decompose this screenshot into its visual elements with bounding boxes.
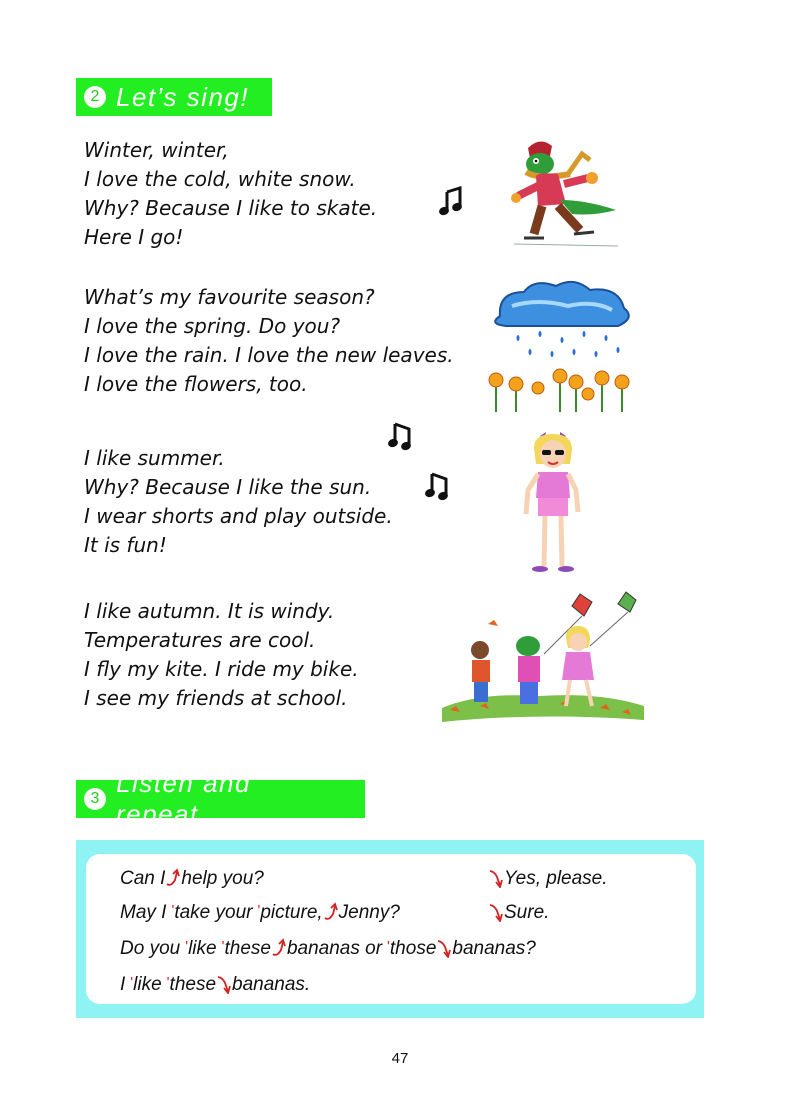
section-3-header <box>76 768 365 829</box>
phrase: Jenny? <box>338 902 400 923</box>
skating-crocodile-illustration <box>508 134 626 256</box>
phrase: I <box>120 974 126 995</box>
stanza-spring <box>84 283 454 399</box>
phrase: these <box>224 938 271 959</box>
lyric-line: What’s my favourite season? <box>84 285 375 309</box>
stress-mark: ' <box>221 938 225 955</box>
phrase: Do you <box>120 938 181 959</box>
falling-intonation-arrow-icon <box>437 938 451 958</box>
rain-cloud-and-flowers-illustration <box>478 276 638 416</box>
phrase: like <box>188 938 217 959</box>
phrase: like <box>133 974 162 995</box>
phrase: these <box>169 974 217 995</box>
phrase: bananas. <box>232 974 311 995</box>
falling-intonation-arrow-icon <box>489 868 503 888</box>
stress-mark: ' <box>257 902 261 919</box>
lyric-line: I love the rain. I love the new leaves. <box>84 343 454 367</box>
music-note-icon <box>424 470 452 502</box>
stanza-autumn <box>84 597 359 713</box>
lyric-line: Why? Because I like the sun. <box>84 475 372 499</box>
lyric-line: I fly my kite. I ride my bike. <box>84 657 359 681</box>
rising-intonation-arrow-icon <box>324 902 338 922</box>
response-line <box>488 902 549 924</box>
dialogue-panel <box>86 854 696 1004</box>
children-flying-kites-illustration <box>440 588 646 734</box>
stress-mark: ' <box>185 938 189 955</box>
lyric-line: I wear shorts and play outside. <box>84 504 393 528</box>
section-number: 2 <box>84 86 106 108</box>
stress-mark: ' <box>130 974 134 991</box>
dialogue-line <box>120 868 264 890</box>
girl-in-summer-clothes-illustration <box>520 428 586 578</box>
dialogue-line <box>120 974 310 996</box>
response-text: Sure. <box>504 902 550 923</box>
lyric-line: I like summer. <box>84 446 225 470</box>
phrase: take your <box>174 902 253 923</box>
section-number: 3 <box>84 788 106 810</box>
rising-intonation-arrow-icon <box>166 868 180 888</box>
page-number: 47 <box>391 1050 409 1067</box>
section-title: Let’s sing! <box>116 81 250 112</box>
music-note-icon <box>387 420 415 452</box>
phrase: bananas? <box>452 938 536 959</box>
section-title: Listen and repeat. <box>115 768 251 829</box>
rising-intonation-arrow-icon <box>272 938 286 958</box>
listen-and-repeat-box <box>76 840 704 1018</box>
falling-intonation-arrow-icon <box>489 902 503 922</box>
stress-mark: ' <box>171 902 175 919</box>
falling-intonation-arrow-icon <box>217 974 231 994</box>
phrase: picture, <box>260 902 323 923</box>
phrase: bananas or <box>286 938 383 959</box>
lyric-line: Here I go! <box>84 225 184 249</box>
lyric-line: It is fun! <box>84 533 167 557</box>
stress-mark: ' <box>387 938 390 955</box>
phrase: help you? <box>181 868 264 889</box>
lyric-line: I love the flowers, too. <box>84 372 308 396</box>
lyric-line: Winter, winter, <box>84 138 229 162</box>
lyric-line: I love the spring. Do you? <box>84 314 341 338</box>
lyric-line: Temperatures are cool. <box>84 628 316 652</box>
response-line <box>488 868 608 890</box>
stress-mark: ' <box>166 974 170 991</box>
lyric-line: Why? Because I like to skate. <box>84 196 378 220</box>
lyric-line: I see my friends at school. <box>84 686 348 710</box>
dialogue-line <box>120 938 536 960</box>
stanza-summer <box>84 444 393 560</box>
response-text: Yes, please. <box>504 868 608 889</box>
dialogue-line <box>120 902 400 924</box>
section-2-header <box>76 78 272 116</box>
phrase: those <box>389 938 437 959</box>
stanza-winter <box>84 136 377 252</box>
phrase: Can I <box>120 868 166 889</box>
music-note-icon <box>438 186 466 218</box>
lyric-line: I like autumn. It is windy. <box>84 599 335 623</box>
lyric-line: I love the cold, white snow. <box>84 167 356 191</box>
phrase: May I <box>120 902 167 923</box>
